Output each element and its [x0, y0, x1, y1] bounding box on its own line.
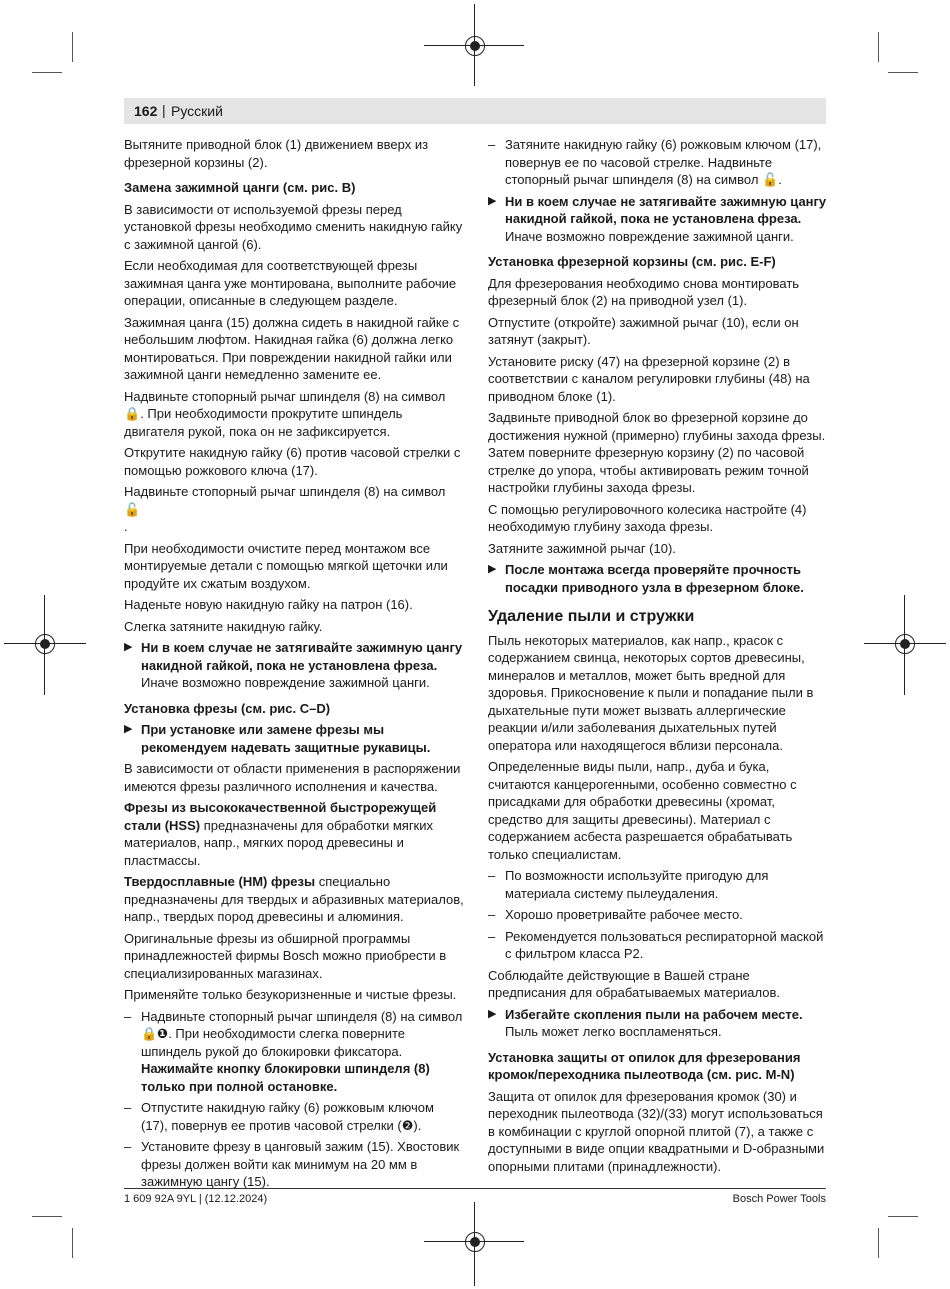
paragraph: В зависимости от области применения в распоряжении имеются фрезы различного исполнения и качества. [124, 761, 461, 794]
warning-text: Иначе возможно повреждение зажимной цанги. [141, 675, 430, 690]
crop-mark [32, 72, 62, 73]
paragraph-text: Надвиньте стопорный рычаг шпинделя (8) на символ [124, 484, 446, 499]
list-item: – Рекомендуется пользоваться респираторной маской с фильтром класса P2. [488, 928, 828, 963]
header-separator: | [162, 102, 166, 118]
list-item-bold: Нажимайте кнопку блокировки шпинделя (8) только при полной остановке. [141, 1061, 430, 1094]
crop-mark [32, 1216, 62, 1217]
paragraph-text: предназначены для обработки мягких материалов, напр., мягких пород древесины и пластмассы. [124, 817, 434, 868]
crop-mark [878, 1228, 879, 1258]
warning-note [488, 193, 828, 246]
warning-note [124, 721, 464, 756]
right-column [488, 136, 828, 1179]
page-number: 162 [134, 103, 158, 119]
paragraph: В зависимости от используемой фрезы перед установкой фрезы необходимо сменить накидную гайку с зажимной цангой (6). [124, 201, 463, 252]
paragraph: С помощью регулировочного колесика настройте (4) необходимую глубину захода фрезы. [488, 501, 807, 534]
paragraph-bold: Фрезы из высококачественной быстрорежущей стали (HSS) [124, 800, 437, 833]
paragraph: Затяните зажимной рычаг (10). [488, 540, 676, 556]
registration-mark-icon [465, 1232, 485, 1252]
list-item-text: Затяните накидную гайку (6) рожковым ключом (17), повернув ее по часовой стрелке. Надвиньте стопорный рычаг шпинделя (8) на символ [505, 137, 822, 187]
language-label: Русский [171, 103, 223, 119]
paragraph: Слегка затяните накидную гайку. [124, 618, 323, 634]
section-heading: Установка фрезы (см. рис. C–D) [124, 700, 331, 716]
crop-mark [72, 32, 73, 62]
warning-bold: При установке или замене фрезы мы рекомендуем надевать защитные рукавицы. [141, 722, 431, 755]
warning-note [124, 639, 464, 692]
paragraph: Оригинальные фрезы из обширной программы принадлежностей фирмы Bosch можно приобрести в специализированных магазинах. [124, 930, 447, 981]
warning-bold: После монтажа всегда проверяйте прочность посадки приводного узла в фрезерном блоке. [505, 562, 804, 595]
registration-mark-icon [35, 634, 55, 654]
paragraph: Если необходимая для соответствующей фрезы зажимная цанга уже монтирована, выполните рабочие операции, описанные в следующем разделе. [124, 258, 457, 308]
crop-mark [888, 72, 918, 73]
padlock-open-icon: 🔓 [124, 501, 141, 517]
list-item: – Затяните накидную гайку (6) рожковым ключом (17), повернув ее по часовой стрелке. Надвиньте стопорный рычаг шпинделя (8) на символ 🔓. [488, 136, 828, 189]
paragraph [124, 799, 464, 869]
warning-bold: Ни в коем случае не затягивайте зажимную цангу накидной гайкой, пока не установлена фреза. [141, 640, 463, 673]
list-item: – По возможности используйте пригодую для материала систему пылеудаления. [488, 867, 828, 902]
warning-note [488, 561, 828, 596]
warning-note [488, 1006, 828, 1041]
warning-text: Пыль может легко воспламеняться. [505, 1024, 722, 1039]
brand-name: Bosch Power Tools [732, 1193, 826, 1205]
paragraph: Надвиньте стопорный рычаг шпинделя (8) на символ 🔓 . [124, 484, 446, 534]
crop-mark [878, 32, 879, 62]
padlock-open-icon: 🔓 [762, 172, 779, 187]
paragraph: Определенные виды пыли, напр., дуба и бука, считаются канцерогенными, особенно совместно с присадками для обработки древесины (хромат, средство для защиты древесины). Материал с содержанием асбеста разрешается обрабатывать только специалистам. [488, 759, 797, 862]
paragraph: Зажимная цанга (15) должна сидеть в накидной гайке с небольшим люфтом. Накидная гайка (6) должна легко монтироваться. При повреждении накидной гайки или зажимной цанги немедленно замените ее. [124, 314, 460, 382]
registration-mark-icon [895, 634, 915, 654]
paragraph: Наденьте новую накидную гайку на патрон (16). [124, 597, 413, 612]
paragraph: Защита от опилок для фрезерования кромок (30) и переходник пылеотвода (32)/(33) могут использоваться в комбинации с круглой опорной плитой (7), а также с доступными в виде опции квадратными и D-образными опорными плитами (принадлежности). [488, 1088, 825, 1174]
paragraph: Пыль некоторых материалов, как напр., красок с содержанием свинца, некоторых сортов древесины, минералов и металлов, может быть вредной для здоровья. Прикосновение к пыли и попадание пыли в дыхательные пути может вызвать аллергические реакции и/или заболевания дыхательных путей оператора или находящегося вблизи персонала. [488, 632, 814, 753]
section-heading: Замена зажимной цанги (см. рис. B) [124, 180, 356, 195]
paragraph: Надвиньте стопорный рычаг шпинделя (8) на символ 🔒. При необходимости прокрутите шпиндель двигателя рукой, пока он не зафиксируется. [124, 388, 446, 439]
padlock-closed-icon: 🔒 [124, 406, 141, 421]
paragraph: Вытяните приводной блок (1) движением вверх из фрезерной корзины (2). [124, 137, 429, 170]
padlock-closed-icon: 🔒❶ [141, 1026, 169, 1041]
page-header [124, 98, 826, 124]
list-item-text: . При необходимости слегка поверните шпиндель рукой до блокировки фиксатора. [141, 1026, 406, 1059]
crop-mark [888, 1216, 918, 1217]
document-id: 1 609 92A 9YL | (12.12.2024) [124, 1193, 268, 1205]
list-item-text: Надвиньте стопорный рычаг шпинделя (8) на символ [141, 1008, 463, 1024]
paragraph: Применяйте только безукоризненные и чистые фрезы. [124, 987, 457, 1002]
registration-mark-icon [465, 36, 485, 56]
list-item: – Установите фрезу в цанговый зажим (15). Хвостовик фрезы должен войти как минимум на 20 мм в зажимную цангу (15). [124, 1138, 464, 1191]
section-heading: Установка фрезерной корзины (см. рис. E-F) [488, 254, 776, 269]
warning-text: Иначе возможно повреждение зажимной цанги. [505, 228, 794, 244]
crop-mark [72, 1228, 73, 1258]
paragraph: Открутите накидную гайку (6) против часовой стрелки с помощью рожкового ключа (17). [124, 445, 461, 478]
paragraph-text: Надвиньте стопорный рычаг шпинделя (8) на символ [124, 388, 446, 404]
paragraph: Установите риску (47) на фрезерной корзине (2) в соответствии с каналом регулировки глубины (48) на приводном блоке (1). [488, 353, 810, 404]
paragraph [124, 873, 464, 926]
paragraph: Соблюдайте действующие в Вашей стране предписания для обрабатываемых материалов. [488, 967, 781, 1000]
list-item [124, 1008, 464, 1096]
warning-bold: Избегайте скопления пыли на рабочем месте. [505, 1006, 803, 1022]
page-footer [124, 1188, 826, 1205]
paragraph: Отпустите (откройте) зажимной рычаг (10), если он затянут (закрыт). [488, 314, 799, 347]
left-column [124, 136, 464, 1195]
paragraph-bold: Твердосплавные (HM) фрезы [124, 874, 316, 889]
paragraph: При необходимости очистите перед монтажом все монтируемые детали с помощью мягкой щеточки или продуйте их сжатым воздухом. [124, 540, 448, 591]
list-item: – Хорошо проветривайте рабочее место. [488, 906, 828, 924]
paragraph-text: специально предназначены для твердых и абразивных материалов, напр., твердых пород древесины и алюминия. [124, 874, 464, 924]
warning-bold: Ни в коем случае не затягивайте зажимную цангу накидной гайкой, пока не установлена фреза. [505, 193, 827, 226]
section-heading: Установка защиты от опилок для фрезерования кромок/переходника пылеотвода (см. рис. M-N) [488, 1049, 801, 1082]
list-item: – Отпустите накидную гайку (6) рожковым ключом (17), повернув ее против часовой стрелки (❷). [124, 1099, 464, 1134]
section-heading-large: Удаление пыли и стружки [488, 608, 695, 625]
paragraph: Для фрезерования необходимо снова монтировать фрезерный блок (2) на приводной узел (1). [488, 275, 800, 308]
paragraph: Задвиньте приводной блок во фрезерной корзине до достижения нужной (примерно) глубины захода фрезы. Затем поверните фрезерную корзину (2) по часовой стрелке до упора, чтобы активировать режим точной настройки глубины захода фрезы. [488, 410, 826, 495]
paragraph-text: При необходимости прокрутите шпиндель двигателя рукой, пока он не зафиксируется. [124, 406, 403, 439]
